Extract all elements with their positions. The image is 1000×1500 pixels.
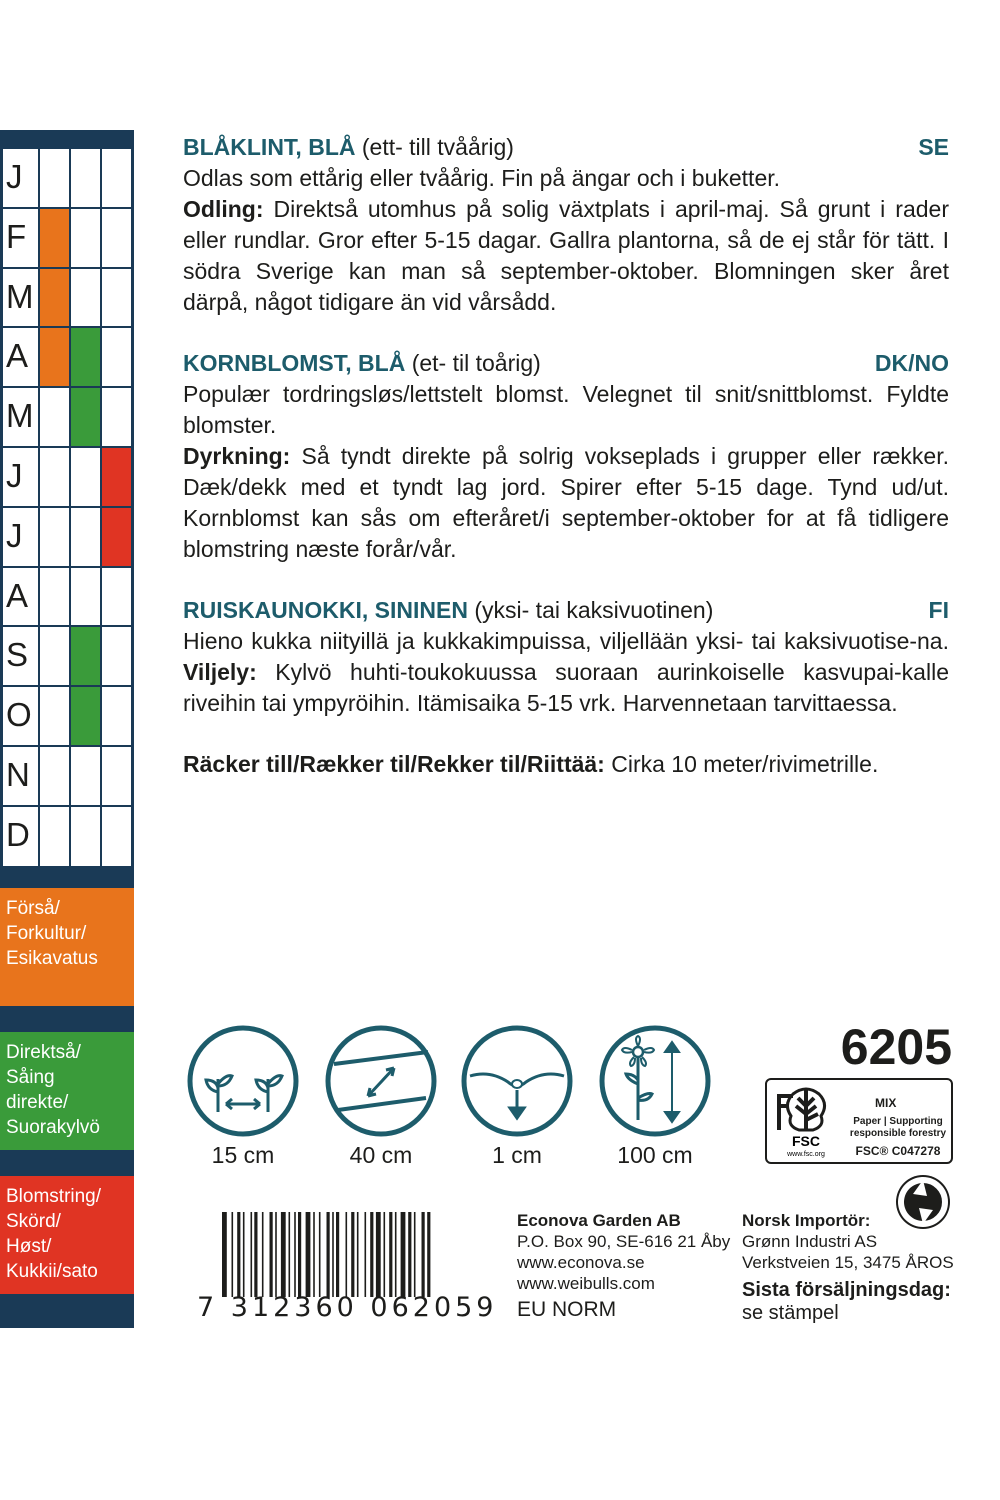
legend-line: Suorakylvö [6,1117,100,1138]
coverage: Räcker till/Rækker til/Rekker til/Riittää: Cirka 10 meter/rivimetrille. [183,751,879,777]
calendar-row [3,386,131,446]
calendar-cell [40,388,69,446]
calendar-cell [71,508,100,566]
fsc-mix: MIX [875,1096,897,1110]
icon-label: 100 cm [617,1142,693,1168]
legend-line: Direktså/ [6,1042,81,1063]
plant-height-icon [598,1024,712,1138]
icon-label: 1 cm [492,1142,542,1168]
calendar-cell [102,328,131,386]
calendar-cell [40,149,69,207]
section-text: Populær tordringsløs/lettstelt blomst. Velegnet til snit/snittblomst. Fyldte blomster. Dyrkning: Så tyndt direkte på solrig vokseplads i grupper eller rækker. Dæk/dekk med et tyndt lag jord. Spirer efter 5-15 dage. Tynd ud/ut. Kornblomst kan sås om efteråret/i september-oktober for at få tidligere blomstring næste forår/vår. [183,381,949,562]
month-label: A [3,328,38,386]
icon-label: 15 cm [211,1142,275,1168]
country-code: DK/NO [874,350,949,376]
calendar-cell [71,209,100,267]
calendar-row [3,147,131,207]
calendar-cell [71,448,100,506]
calendar-cell [40,747,69,805]
section-text: Odlas som ettårig eller tvåårig. Fin på ängar och i buketter. Odling: Direktså utomhus på solig växtplats i april-maj. Så grunt i rader eller rundlar. Gror efter 5-15 dagar. Gallra plantorna, så de ej står för tätt. I södra Sverige kan man så september-oktober. Blomningen sker året därpå, något tidigare än vid vårsådd. [183,165,949,315]
legend-bloom [0,1176,134,1294]
legend-line: Blomstring/ [6,1186,102,1207]
calendar-row [3,805,131,866]
calendar-cell [102,448,131,506]
icon-label: 40 cm [349,1142,413,1168]
sell-by: Sista försäljningsdag: se stämpel [742,1279,951,1324]
description [183,132,949,780]
calendar-cell [40,328,69,386]
calendar-cell [71,687,100,745]
calendar-cell [71,568,100,626]
calendar-grid [3,147,131,866]
section-text: Hieno kukka niityillä ja kukkakimpuissa, viljellään yksi- tai kaksivuotise-na. Viljely: Kylvö huhti-toukokuussa suoraan aurinkoiselle kasvupai-kalle riveihin tai ympyröihin. Itämisaika 5-15 vrk. Harvennetaan tarvittaessa. [183,628,949,716]
month-label: N [3,747,38,805]
country-code: FI [928,597,949,623]
calendar-row [3,506,131,566]
month-label: O [3,687,38,745]
fsc-tree-icon [773,1086,839,1158]
calendar-cell [71,747,100,805]
calendar-cell [102,807,131,866]
month-label: M [3,388,38,446]
calendar-cell [102,568,131,626]
month-label: S [3,627,38,685]
month-label: J [3,149,38,207]
month-label: D [3,807,38,866]
fsc-code: FSC® C047278 [855,1144,941,1158]
calendar-row [3,685,131,745]
month-label: M [3,269,38,327]
calendar-cell [71,807,100,866]
barcode-icon [222,1212,468,1297]
calendar-cell [102,508,131,566]
fsc-label [765,1078,953,1164]
legend-line: Esikavatus [6,948,98,969]
month-label: F [3,209,38,267]
calendar-row [3,625,131,685]
calendar-cell [71,627,100,685]
row-spacing-icon [324,1024,438,1138]
language-section [183,132,949,318]
calendar-cell [40,807,69,866]
fsc-text: Paper | Supporting responsible forestry [849,1116,947,1139]
country-code: SE [918,134,949,160]
calendar-row [3,745,131,805]
language-section [183,595,949,719]
calendar-cell [71,328,100,386]
legend-line: Forkultur/ [6,923,87,944]
calendar-cell [40,209,69,267]
calendar-cell [102,627,131,685]
importer-address: Norsk Importör: Grønn Industri AS Verkstveien 15, 3475 ÅROS [742,1211,954,1272]
calendar-cell [40,687,69,745]
calendar-cell [71,149,100,207]
legend-line: Såing [6,1067,55,1088]
legend-presow [0,888,134,1006]
calendar-cell [40,627,69,685]
calendar-cell [40,448,69,506]
month-label: J [3,448,38,506]
month-label: A [3,568,38,626]
calendar-cell [40,568,69,626]
calendar-cell [102,149,131,207]
section-heading: BLÅKLINT, BLÅ (ett- till tvåårig) SE [183,132,949,163]
legend-direct-sow [0,1032,134,1150]
calendar-row [3,207,131,267]
section-heading: KORNBLOMST, BLÅ (et- til toårig) DK/NO [183,348,949,379]
plant-spacing-icon [186,1024,300,1138]
calendar-cell [40,508,69,566]
calendar-cell [102,687,131,745]
eu-norm: EU NORM [517,1298,617,1321]
legend-line: Høst/ [6,1236,52,1257]
calendar-row [3,267,131,327]
svg-text:FSC: FSC [792,1133,820,1149]
sowing-depth-icon [460,1024,574,1138]
calendar-row [3,326,131,386]
calendar-cell [102,747,131,805]
svg-text:www.fsc.org: www.fsc.org [787,1151,825,1158]
calendar-cell [71,388,100,446]
calendar-cell [102,269,131,327]
legend-line: Skörd/ [6,1211,61,1232]
barcode-number: 7 312360 062059 [197,1292,498,1323]
section-heading: RUISKAUNOKKI, SININEN (yksi- tai kaksivuotinen) FI [183,595,949,626]
calendar-cell [71,269,100,327]
product-number: 6205 [840,1019,952,1075]
month-label: J [3,508,38,566]
legend-line: Kukkii/sato [6,1261,98,1282]
calendar-cell [102,388,131,446]
calendar-row [3,566,131,626]
calendar-row [3,446,131,506]
legend-line: Förså/ [6,898,60,919]
company-address: Econova Garden AB P.O. Box 90, SE-616 21 Åby www.econova.se www.weibulls.com [517,1211,731,1293]
legend-line: direkte/ [6,1092,69,1113]
language-section [183,348,949,565]
calendar-cell [40,269,69,327]
calendar-cell [102,209,131,267]
